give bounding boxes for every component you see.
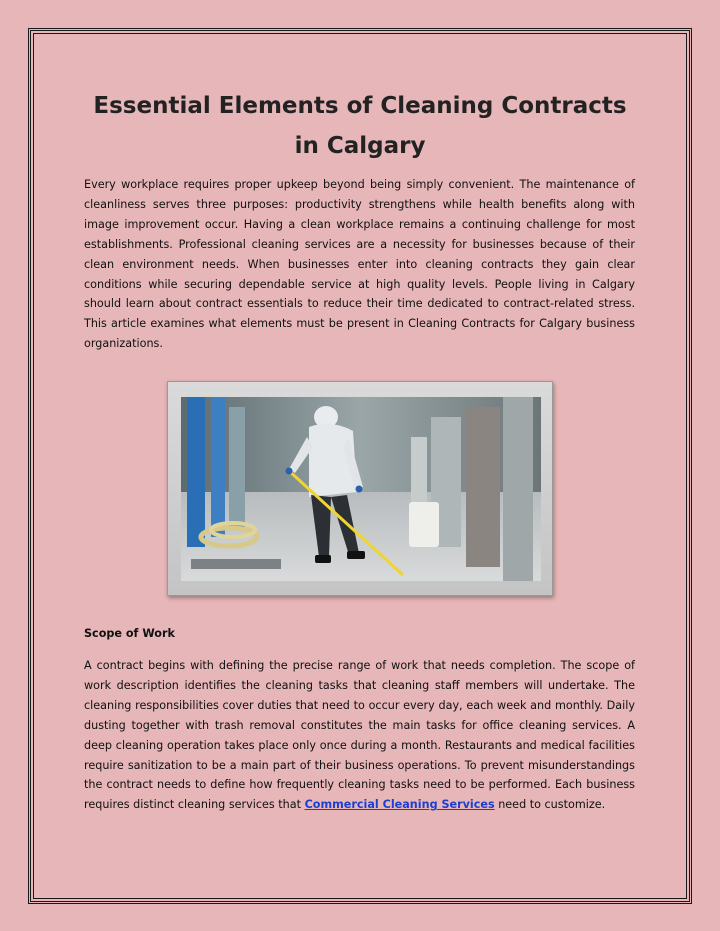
scope-body-text-end: need to customize. [494,798,606,812]
intro-paragraph: Every workplace requires proper upkeep beyond being simply convenient. The maintenance of cleanliness serves three purposes: productivity strengthens while health benefits along with image improvement occur. Having a clean workplace remains a continuing challenge for most establishments. Professional cleaning services are a necessity for businesses because of their clean environment needs. When businesses enter into cleaning contracts they gain clear conditions while securing dependable service at high quality levels. People living in Calgary should learn about contract essentials to reduce their time dedicated to contract-related stress. This article examines what elements must be present in Cleaning Contracts for Calgary business organizations. [84,178,635,351]
scope-of-work-heading: Scope of Work [84,627,175,640]
page-title: Essential Elements of Cleaning Contracts in Calgary [93,93,627,159]
scope-body-text: A contract begins with defining the precise range of work that needs completion. The scope of work description identifies the cleaning tasks that cleaning staff members will undertake. The cleaning responsibilities cover duties that need to occur every day, each week and monthly. Daily dusting together with trash removal constitutes the main tasks for office cleaning services. A deep cleaning operation takes place only once during a month. Restaurants and medical facilities require sanitization to be a main part of their business operations. To prevent misunderstandings the contract needs to define how frequently cleaning tasks need to be performed. Each business requires distinct cleaning services that [84,659,635,812]
cleaning-photo-frame [167,381,553,596]
commercial-cleaning-services-link[interactable]: Commercial Cleaning Services [304,798,495,812]
cleaning-worker-photo [181,397,541,581]
scope-of-work-paragraph [84,656,635,815]
